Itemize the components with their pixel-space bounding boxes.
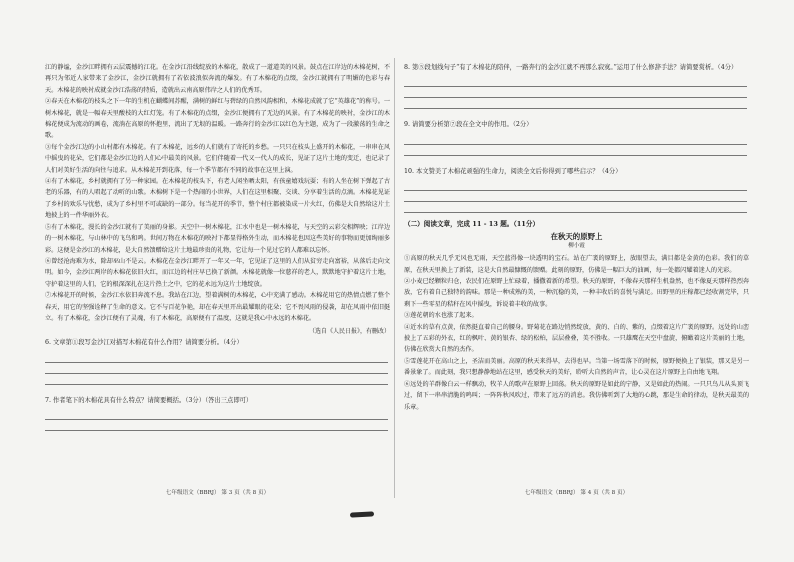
answer-line-6c[interactable]: [45, 374, 388, 385]
question-8: 8. 第⑤段划线句子“有了木棉花的陪伴，一路奔行的金沙江就不再那么寂寞。”运用了什么修辞手法？请简要赏析。（4分）: [404, 64, 738, 71]
answer-line-8c[interactable]: [404, 98, 747, 109]
paragraph-5: ⑤有了木棉花，漫长的金沙江就有了美丽的身影。天空中一树木棉花，江水中也是一树木棉花，与天空的云彩交相辉映；江岸边的一树木棉花，与山林中的飞鸟和鸣。世间万物在木棉花的映衬下都显得格外生动，而木棉花也因这些美好的事物而更加绚丽多彩。这便是金沙江的木棉花，是大自然馈赠给这片土地最珍贵的礼物，它让每一个见过它的人都难以忘怀。: [45, 223, 390, 254]
article-author: 柳小霞: [568, 243, 585, 250]
paragraph-4: ④有了木棉花，乡村就拥有了另一种家园。在木棉花的枝头下，有老人闲坐晒太阳，有孩童嬉戏玩耍；有的人坐在树下弹起了古老的乐器，有的人唱起了动听的山歌。木棉树下是一个热闹的小世界，人们在这里相聚、交谈、分享着生活的点滴。木棉花见证了乡村的欢乐与忧愁，成为了乡村里不可或缺的一部分。每当花开的季节，整个村庄都被染成一片火红，仿佛是大自然给这片土地披上的一件华丽外衣。: [45, 178, 390, 220]
answer-line-8b[interactable]: [404, 87, 747, 98]
article-title: 在秋天的原野上: [550, 232, 603, 242]
page-4-footer: 七年级语文（BBRJ） 第 4 页（共 8 页）: [524, 490, 629, 496]
page-divider: [394, 58, 395, 498]
answer-line-10a[interactable]: [404, 180, 747, 191]
article-paragraph-2: ②小麦已经颗粒归仓，农民们在原野上忙碌着，播撒着新的希望。秋天的原野，不像春天那样生机盎然，也不像夏天那样热烈奔放，它有着自己独特的韵味。那是一种成熟的美，一种沉稳的美，一种丰收后的喜悦与满足。田野里的庄稼都已经收割完毕，只剩下一些零星的秸秆在风中摇曳，诉说着丰收的故事。: [404, 278, 749, 308]
paragraph-3: ③每个金沙江边的小山村都有木棉花。有了木棉花，远乡的人们就有了寄托的乡愁。一只只在枝头上盛开的木棉花，一串串在风中摇曳的花朵，它们都是金沙江边的人们心中最美的风景。它们伴随着一代又一代人的成长，见证了这片土地的变迁，也记录了人们对美好生活的向往与追求。从木棉花开到花落，每一个季节都有不同的故事在这里上演。: [45, 143, 390, 174]
page-3-footer: 七年级语文（BBRJ） 第 3 页（共 8 页）: [165, 490, 270, 496]
answer-line-7b[interactable]: [45, 420, 388, 431]
answer-line-6b[interactable]: [45, 363, 388, 374]
exam-page-3: [45, 52, 390, 502]
article-source: （选自《人民日报》，有删改）: [308, 328, 390, 336]
scan-smudge: [350, 511, 374, 517]
article-paragraph-1: ①高原的秋天几乎无风也无雨，天空蓝得像一块透明的宝石。站在广袤的原野上，放眼望去，满目都是金黄的色彩。我们的草原，在秋天里换上了新装，这是大自然最慷慨的馈赠。此刻的原野，仿佛是一幅巨大的油画，每一处都闪耀着迷人的光彩。: [404, 255, 749, 274]
article-paragraph-4: ④近水的草有点黄，依然挺直着自己的腰身。野菊花在路边悄然绽放，黄的、白的、紫的，点缀着这片广袤的原野。远处的山峦披上了五彩的外衣，红的枫叶、黄的银杏、绿的松柏，层层叠叠，美不胜收。一只雄鹰在天空中盘旋，俯瞰着这片美丽的土地，仿佛在欣赏大自然的杰作。: [404, 323, 749, 354]
answer-line-10b[interactable]: [404, 191, 747, 202]
page-4-body: [404, 62, 749, 482]
answer-line-7a[interactable]: [45, 409, 388, 420]
article-paragraph-5: ⑤雪莲花开在高山之上，圣洁而美丽。高原的秋天来得早，去得也早。当第一场雪落下的时候，原野便换上了银装，那又是另一番景象了。而此刻，我只想静静地站在这里，感受秋天的美好，聆听大自然的声音，让心灵在这片原野上自由地飞翔。: [404, 357, 749, 377]
section-title: （二）阅读文章，完成 11 - 13 题。（11分）: [404, 220, 540, 229]
paragraph-2: ②春天在木棉花的枝头之下一年的生机在蝴蝶间苏醒，满树的鲜红与碧绿的自然风韵相和，木棉花成就了它“英雄花”的称号。一树木棉花，就是一幅春天里酸枝的大红灯笼。有了木棉花的点缀，金沙江便拥有了无边的风景。有了木棉花的映衬，金沙江的木棉花便成为流动的画卷，流淌在高原的怀抱里，流出了无垠的温暖。一路奔行的金沙江以红色为主题，成为了一段激荡的生命之歌。: [45, 98, 390, 140]
answer-line-6a[interactable]: [45, 352, 388, 363]
question-9: 9. 请简要分析第⑦段在全文中的作用。（2分）: [404, 121, 533, 129]
paragraph-6: ⑥曾经沧海难为水，除却巫山不是云。木棉花在金沙江畔开了一年又一年，它见证了这里的人们从贫穷走向富裕，从落后走向文明。如今，金沙江两岸的木棉花依旧火红，而江边的村庄早已换了新颜。木棉花就像一位慈祥的老人，默默地守护着这片土地，守护着这里的人们，它的根深深扎在这片热土之中，它的花永远为这片土地绽放。: [45, 257, 390, 288]
answer-line-9a[interactable]: [404, 134, 747, 145]
article-paragraph-6: ⑥远处的羊群像白云一样飘动，牧羊人的歌声在原野上回荡。秋天的原野是如此的宁静，又是如此的热闹。一只只鸟儿从头顶飞过，留下一串串清脆的鸣叫；一阵阵秋风吹过，带来了远方的消息。我仿佛听到了大地的心跳，那是生命的律动，是秋天最美的乐章。: [404, 380, 749, 411]
answer-line-10c[interactable]: [404, 202, 747, 213]
answer-line-8a[interactable]: [404, 76, 747, 87]
paragraph-1: 江的静谧，金沙江畔拥有云层震撼的江花。在金沙江沿线绽放的木棉花，散成了一道道美的风景。鼓点在江岸边的木棉花树，不再只为邻近人家带来了金沙江，金沙江就拥有了若依波浪似奔流的爆发。有了木棉花的点缀，金沙江就拥有了明媚的色彩与春天。木棉花的映衬成就金沙江浩荡的特质，造就出云南高原伟岸之人们的优秀耳。: [45, 64, 390, 94]
exam-page-4: [404, 52, 749, 502]
question-10: 10. 本文赞美了木棉花顽强的生命力，阅读全文后你得到了哪些启示？（4分）: [404, 167, 622, 175]
page-3-body: [45, 62, 390, 482]
paragraph-7: ⑦木棉花开的时候，金沙江水依旧奔流不息。我站在江边，望着满树的木棉花，心中充满了感动。木棉花用它的热情点燃了整个春天，用它的坚强诠释了生命的意义。它不与百花争艳，却在春天里开出最耀眼的花朵；它不畏风雨的侵袭，却在风雨中依旧挺立。有了木棉花，金沙江便有了灵魂，有了木棉花，高原便有了温度，这就是我心中永远的木棉花。: [45, 292, 390, 322]
question-6: 6. 文章第①段写金沙江对描写木棉花有什么作用？请简要分析。（4分）: [45, 339, 243, 347]
article-paragraph-3: ③莲花朝的水也涨了起来。: [404, 312, 478, 320]
question-7: 7. 作者笔下的木棉花具有什么特点？请简要概括。（3分）（答出三点即可）: [45, 396, 253, 404]
answer-line-9b[interactable]: [404, 145, 747, 156]
